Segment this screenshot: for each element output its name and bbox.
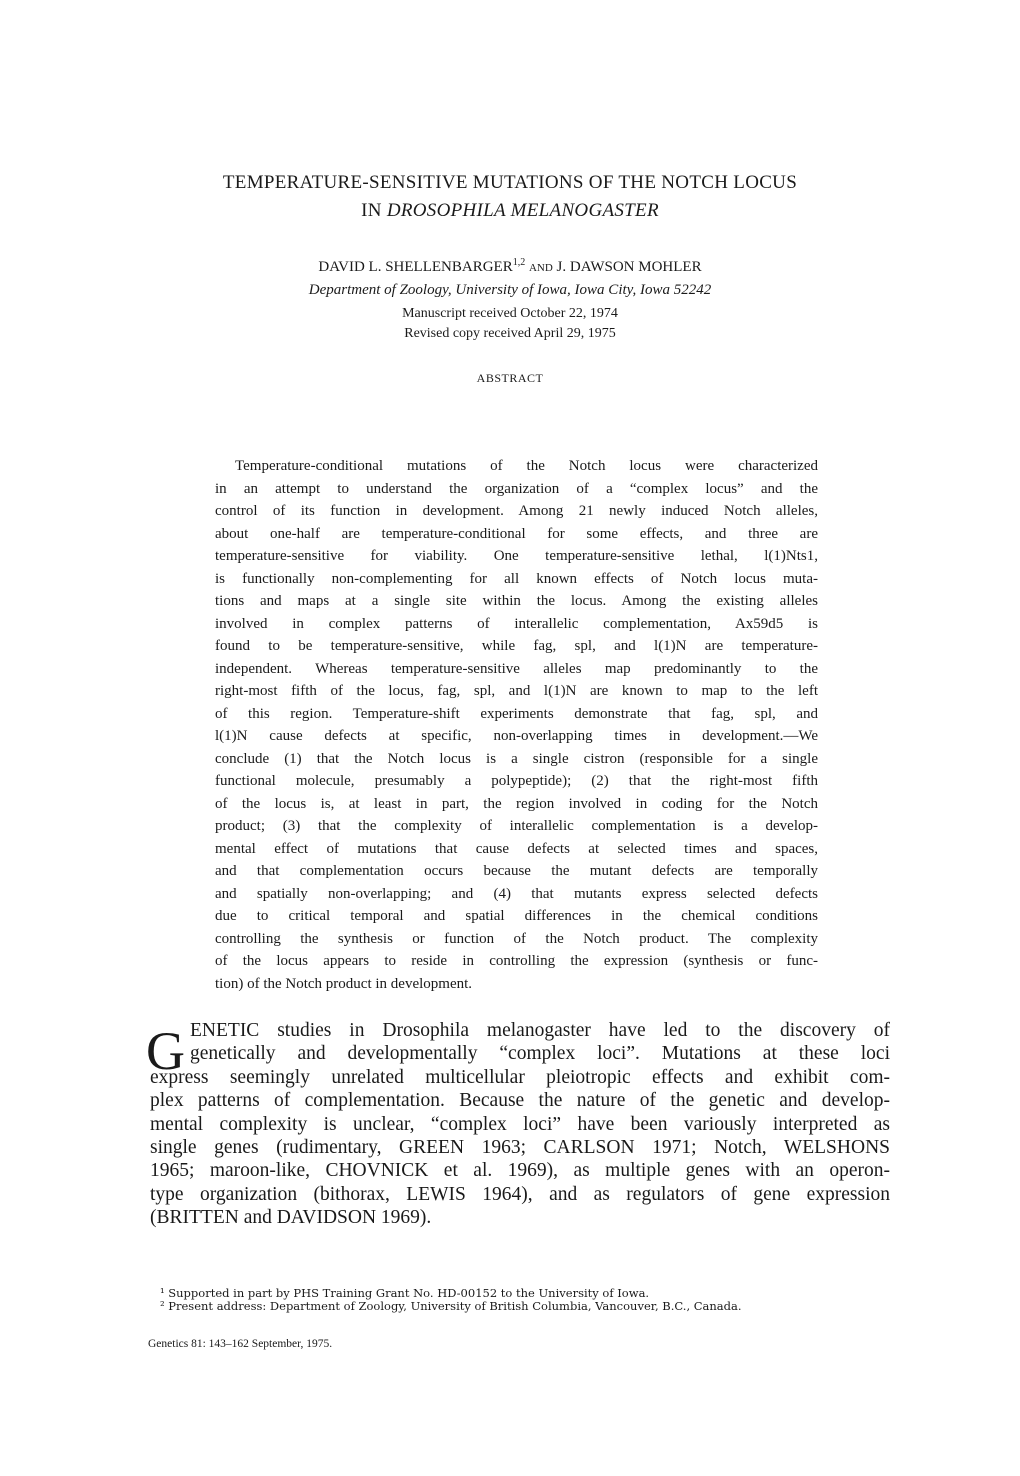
body-line: genetically and developmentally “complex loci”. Mutations at these loci [190,1043,890,1065]
abstract-heading: ABSTRACT [476,371,544,385]
body-line: (BRITTEN and DAVIDSON 1969). [150,1207,432,1229]
body-line: mental complexity is unclear, “complex loci” have been variously interpreted as [150,1113,890,1135]
body-line: plex patterns of complementation. Because the nature of the genetic and develop- [150,1090,890,1112]
abstract-line: functional molecule, presumably a polypeptide); (2) that the right-most fifth [215,773,818,789]
abstract-line: controlling the synthesis or function of the Notch product. The complexity [215,930,818,947]
author-1: DAVID L. SHELLENBARGER [318,259,513,275]
abstract-line: of the locus is, at least in part, the region involved in coding for the Notch [215,795,818,812]
abstract-line: is functionally non-complementing for all known effects of Notch locus muta- [215,570,818,587]
affiliation: Department of Zoology, University of Iowa, Iowa City, Iowa 52242 [308,282,712,298]
author-2: J. DAWSON MOHLER [556,259,702,275]
author-1-footnote-marks: 1,2 [512,257,526,268]
abstract-line: of the locus appears to reside in controlling the expression (synthesis or func- [215,953,818,969]
abstract-line: of this region. Temperature-shift experiments demonstrate that fag, spl, and [215,705,818,722]
received-date: Manuscript received October 22, 1974 [402,306,618,321]
abstract-line: Temperature-conditional mutations of the Notch locus were characterized [235,458,818,474]
body-line: single genes (rudimentary, GREEN 1963; CARLSON 1971; Notch, WELSHONS [150,1137,890,1158]
body-line: type organization (bithorax, LEWIS 1964), and as regulators of gene expression [150,1183,890,1205]
title-prefix: IN [361,200,382,221]
abstract-line: mental effect of mutations that cause defects at selected times and spaces, [215,840,818,857]
journal-citation: Genetics 81: 143–162 September, 1975. [148,1338,333,1350]
abstract-line: product; (3) that the complexity of interallelic complementation is a develop- [215,818,818,834]
abstract-line: right-most fifth of the locus, fag, spl, and l(1)N are known to map to the left [215,683,818,699]
abstract-line: about one-half are temperature-conditional for some effects, and three are [215,525,818,542]
abstract-line: tions and maps at a single site within the locus. Among the existing alleles [215,593,818,609]
abstract-line: temperature-sensitive for viability. One temperature-sensitive lethal, l(1)Nts1, [215,548,818,564]
footnote-1: ¹ Supported in part by PHS Training Grant No. HD-00152 to the University of Iowa. [160,1286,650,1300]
abstract-line: control of its function in development. Among 21 newly induced Notch alleles, [215,503,818,519]
abstract-line: involved in complex patterns of interallelic complementation, Ax59d5 is [215,615,818,632]
abstract-line: found to be temperature-sensitive, while fag, spl, and l(1)N are temperature- [215,638,818,654]
authors [0,257,1020,276]
body-line: express seemingly unrelated multicellular pleiotropic effects and exhibit com- [150,1066,890,1088]
abstract-line: conclude (1) that the Notch locus is a single cistron (responsible for a single [215,750,818,767]
drop-cap: G [146,1021,185,1081]
abstract-line: tion) of the Notch product in development. [215,975,473,992]
footnote-2: ² Present address: Department of Zoology, University of British Columbia, Vancouver, B.C., Canada. [160,1299,742,1313]
body-line: ENETIC studies in Drosophila melanogaster have led to the discovery of [190,1020,890,1041]
title-line-1: TEMPERATURE-SENSITIVE MUTATIONS OF THE NOTCH LOCUS [222,172,798,193]
title-species: DROSOPHILA MELANOGASTER [386,200,659,221]
authors-and: AND [528,262,553,274]
title-line-2 [0,200,1020,222]
abstract-line: l(1)N cause defects at specific, non-overlapping times in development.—We [215,728,818,744]
abstract-line: due to critical temporal and spatial differences in the chemical conditions [215,908,818,924]
body-line: 1965; maroon-like, CHOVNICK et al. 1969), as multiple genes with an operon- [150,1160,890,1182]
abstract-line: in an attempt to understand the organization of a “complex locus” and the [215,480,818,497]
revised-date: Revised copy received April 29, 1975 [404,326,616,341]
abstract-line: and spatially non-overlapping; and (4) that mutants express selected defects [215,885,818,902]
abstract-line: independent. Whereas temperature-sensitive alleles map predominantly to the [215,660,818,677]
abstract-line: and that complementation occurs because the mutant defects are temporally [215,863,818,879]
